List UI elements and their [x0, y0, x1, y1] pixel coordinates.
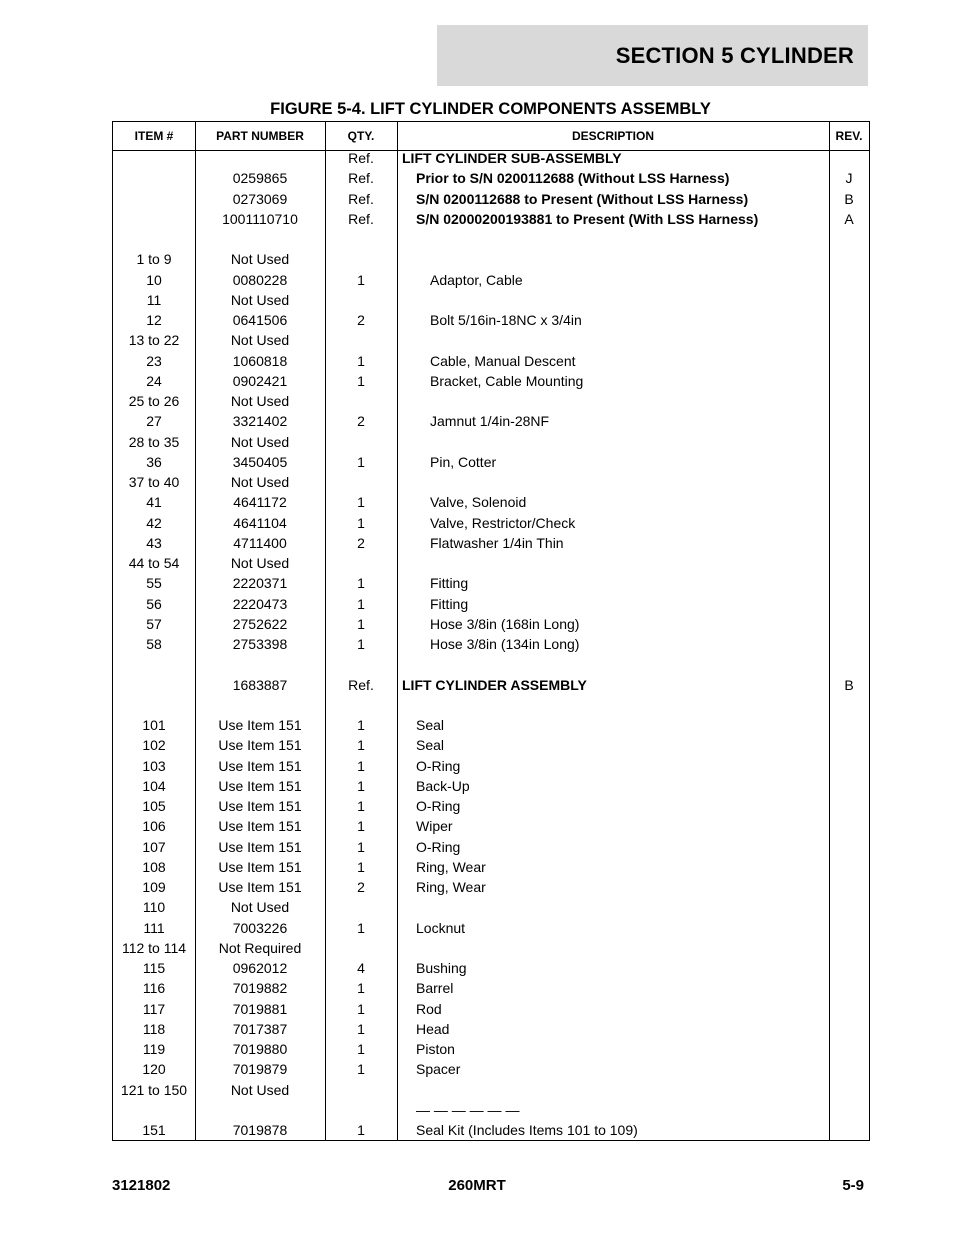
qty-cell: 1 [357, 1122, 365, 1138]
qty-cell: 1 [357, 615, 365, 632]
part-number-cell: Not Used [230, 393, 290, 409]
item-cell: 109 [142, 879, 166, 895]
item-cell: 28 to 35 [128, 433, 180, 450]
table-row [113, 938, 869, 958]
table-row [113, 270, 869, 290]
qty-cell: 1 [357, 818, 365, 835]
part-number-cell: Not Used [230, 433, 290, 450]
table-row [113, 796, 869, 816]
table-row [113, 735, 869, 755]
part-number-cell: 0080228 [232, 271, 288, 288]
description-cell: Wiper [416, 818, 453, 835]
description-cell: Ring, Wear [416, 858, 486, 875]
item-cell: 118 [142, 1020, 166, 1037]
footer-model: 260MRT [448, 1177, 506, 1194]
table-row [113, 918, 869, 938]
item-cell: 55 [146, 575, 162, 592]
description-cell: LIFT CYLINDER ASSEMBLY [402, 676, 587, 693]
table-row [113, 897, 869, 917]
description-cell: O-Ring [416, 757, 461, 774]
item-cell: 44 to 54 [128, 555, 180, 571]
qty-cell: 1 [357, 453, 365, 470]
footer-page-number: 5-9 [842, 1177, 864, 1194]
item-cell: 24 [146, 372, 162, 389]
part-number-cell: 2220371 [232, 575, 288, 592]
qty-cell: 1 [357, 737, 365, 754]
table-row [113, 877, 869, 897]
qty-cell: Ref. [348, 170, 374, 187]
item-cell: 110 [142, 899, 166, 916]
qty-cell: 1 [357, 494, 365, 511]
col-header-qty: QTY. [347, 129, 375, 143]
qty-cell: 2 [357, 413, 365, 430]
table-row [113, 614, 869, 634]
table-row [113, 1019, 869, 1039]
part-number-cell: 0273069 [232, 190, 288, 207]
table-row [113, 634, 869, 654]
part-number-cell: Use Item 151 [218, 798, 302, 814]
item-cell: 13 to 22 [128, 332, 180, 349]
description-cell: Seal [416, 737, 445, 754]
col-header-description: DESCRIPTION [571, 129, 654, 143]
qty-cell: 1 [357, 575, 365, 592]
item-cell: 112 to 114 [121, 939, 187, 956]
description-cell: LIFT CYLINDER SUB-ASSEMBLY [402, 150, 622, 166]
description-cell: Locknut [416, 919, 466, 936]
rev-cell: B [844, 190, 854, 207]
item-cell: 104 [142, 777, 166, 794]
table-row [113, 391, 869, 411]
table-row [113, 776, 869, 796]
qty-cell: 1 [357, 1020, 365, 1037]
table-row [113, 958, 869, 978]
item-cell: 120 [142, 1061, 166, 1078]
part-number-cell: Not Used [230, 251, 290, 268]
item-cell: 37 to 40 [128, 474, 180, 490]
description-cell: Hose 3/8in (134in Long) [430, 636, 580, 652]
item-cell: 1 to 9 [136, 251, 172, 268]
qty-cell: 2 [357, 879, 365, 895]
table-row [113, 1059, 869, 1079]
description-cell: Hose 3/8in (168in Long) [430, 615, 580, 632]
table-row [113, 1100, 869, 1120]
description-cell: Rod [416, 1000, 442, 1017]
part-number-cell: Use Item 151 [218, 818, 302, 835]
item-cell: 105 [142, 798, 166, 814]
part-number-cell: Not Used [230, 899, 290, 916]
table-row [113, 310, 869, 330]
table-row [113, 1039, 869, 1059]
qty-cell: 1 [357, 352, 365, 369]
qty-cell: 1 [357, 717, 365, 733]
part-number-cell: Not Used [230, 474, 290, 490]
col-header-part-number: PART NUMBER [216, 129, 304, 143]
qty-cell: Ref. [348, 210, 374, 227]
item-cell: 115 [142, 960, 166, 976]
table-row [113, 573, 869, 593]
part-number-cell: Use Item 151 [218, 879, 302, 895]
table-row [113, 209, 869, 229]
description-cell: Seal [416, 717, 445, 733]
part-number-cell: Use Item 151 [218, 838, 302, 855]
item-cell: 106 [142, 818, 166, 835]
item-cell: 107 [142, 838, 166, 855]
description-cell: O-Ring [416, 798, 461, 814]
description-cell: Bushing [416, 960, 467, 976]
qty-cell: 4 [357, 960, 365, 976]
qty-cell: 1 [357, 858, 365, 875]
item-cell: 12 [146, 312, 162, 328]
qty-cell: 1 [357, 919, 365, 936]
description-cell: Pin, Cotter [430, 453, 497, 470]
item-cell: 56 [146, 595, 162, 612]
qty-cell: 1 [357, 1041, 365, 1057]
part-number-cell: 3450405 [232, 453, 288, 470]
footer-doc-number: 3121802 [112, 1177, 171, 1194]
item-cell: 57 [146, 615, 162, 632]
item-cell: 36 [146, 453, 162, 470]
qty-cell: 1 [357, 798, 365, 814]
description-cell: Bolt 5/16in-18NC x 3/4in [430, 312, 582, 328]
qty-cell: Ref. [348, 190, 374, 207]
part-number-cell: 7019880 [232, 1041, 288, 1057]
part-number-cell: Not Required [218, 939, 302, 956]
item-cell: 101 [142, 717, 166, 733]
qty-cell: 1 [357, 636, 365, 652]
item-cell: 41 [146, 494, 162, 511]
qty-cell: 1 [357, 777, 365, 794]
part-number-cell: 0641506 [232, 312, 288, 328]
description-cell: Flatwasher 1/4in Thin [430, 534, 564, 551]
item-cell: 111 [143, 919, 165, 936]
part-number-cell: 1683887 [232, 676, 288, 693]
part-number-cell: 4641104 [233, 514, 287, 531]
qty-cell: 1 [357, 1000, 365, 1017]
parts-table [112, 121, 870, 1141]
table-row [113, 290, 869, 310]
part-number-cell: 2220473 [232, 595, 288, 612]
part-number-cell: Not Used [230, 555, 290, 571]
description-cell: Barrel [416, 980, 454, 997]
part-number-cell: Use Item 151 [218, 777, 302, 794]
item-cell: 151 [142, 1122, 166, 1138]
table-row [113, 1120, 869, 1140]
part-number-cell: 0902421 [232, 372, 288, 389]
qty-cell: Ref. [348, 150, 374, 166]
part-number-cell: 2752622 [232, 615, 288, 632]
table-row [113, 189, 869, 209]
item-cell: 108 [142, 858, 166, 875]
table-row [113, 594, 869, 614]
description-cell: Ring, Wear [416, 879, 486, 895]
table-row [113, 168, 869, 188]
table-row [113, 857, 869, 877]
description-cell: Adaptor, Cable [430, 271, 523, 288]
description-cell: Jamnut 1/4in-28NF [430, 413, 550, 430]
description-cell: S/N 0200112688 to Present (Without LSS Harness) [416, 190, 749, 207]
rev-cell: J [845, 170, 853, 187]
item-cell: 119 [142, 1041, 166, 1057]
item-cell: 43 [146, 534, 162, 551]
col-header-rev: REV. [835, 129, 863, 143]
item-cell: 116 [142, 980, 166, 997]
part-number-cell: 7019881 [232, 1000, 288, 1017]
part-number-cell: Not Used [230, 1081, 290, 1098]
section-title: SECTION 5 CYLINDER [615, 42, 854, 68]
description-cell: Prior to S/N 0200112688 (Without LSS Harness) [416, 170, 730, 187]
item-cell: 27 [146, 413, 162, 430]
qty-cell: 1 [357, 372, 365, 389]
section-header [437, 25, 868, 86]
table-row [113, 1080, 869, 1100]
item-cell: 23 [146, 352, 162, 369]
item-cell: 103 [142, 757, 166, 774]
part-number-cell: 1001110710 [222, 210, 298, 227]
qty-cell: 1 [357, 271, 365, 288]
table-row [113, 148, 869, 168]
description-cell: Piston [416, 1041, 455, 1057]
qty-cell: 2 [357, 534, 365, 551]
part-number-cell: Use Item 151 [218, 757, 302, 774]
part-number-cell: Not Used [230, 291, 290, 308]
qty-cell: 1 [357, 595, 365, 612]
part-number-cell: Not Used [230, 332, 290, 349]
table-row [113, 533, 869, 553]
table-row [113, 978, 869, 998]
description-cell: — — — — — — [416, 1101, 520, 1118]
description-cell: Cable, Manual Descent [430, 352, 576, 369]
qty-cell: 1 [357, 757, 365, 774]
description-cell: Spacer [416, 1061, 461, 1078]
table-row [113, 837, 869, 857]
figure-title: FIGURE 5-4. LIFT CYLINDER COMPONENTS ASSEMBLY [270, 100, 711, 118]
item-cell: 117 [142, 1000, 166, 1017]
table-row [113, 249, 869, 269]
col-header-item: ITEM # [134, 129, 174, 143]
table-row [113, 371, 869, 391]
qty-cell: 1 [357, 1061, 365, 1078]
qty-cell: 1 [357, 514, 365, 531]
description-cell: O-Ring [416, 838, 461, 855]
item-cell: 102 [142, 737, 166, 754]
part-number-cell: 3321402 [232, 413, 288, 430]
item-cell: 11 [146, 291, 162, 308]
table-row [113, 816, 869, 836]
table-row [113, 472, 869, 492]
description-cell: S/N 02000200193881 to Present (With LSS Harness) [416, 210, 759, 227]
part-number-cell: 1060818 [232, 352, 288, 369]
part-number-cell: 7019878 [232, 1122, 288, 1138]
description-cell: Bracket, Cable Mounting [430, 372, 584, 389]
item-cell: 25 to 26 [128, 393, 180, 409]
part-number-cell: 7019882 [232, 980, 288, 997]
description-cell: Fitting [430, 595, 469, 612]
table-row [113, 411, 869, 431]
item-cell: 58 [146, 636, 162, 652]
table-row [113, 999, 869, 1019]
qty-cell: Ref. [348, 676, 374, 693]
part-number-cell: 4641172 [233, 494, 287, 511]
part-number-cell: 4711400 [233, 534, 287, 551]
description-cell: Valve, Solenoid [430, 494, 527, 511]
part-number-cell: 7019879 [232, 1061, 288, 1078]
table-row [113, 432, 869, 452]
part-number-cell: Use Item 151 [218, 737, 302, 754]
part-number-cell: Use Item 151 [218, 717, 302, 733]
part-number-cell: 7017387 [232, 1020, 288, 1037]
item-cell: 10 [146, 271, 162, 288]
part-number-cell: 2753398 [232, 636, 288, 652]
part-number-cell: Use Item 151 [218, 858, 302, 875]
part-number-cell: 0259865 [232, 170, 288, 187]
part-number-cell: 0962012 [232, 960, 288, 976]
description-cell: Back-Up [416, 777, 470, 794]
table-row [113, 330, 869, 350]
qty-cell: 2 [357, 312, 365, 328]
item-cell: 121 to 150 [120, 1081, 188, 1098]
part-number-cell: 7003226 [232, 919, 288, 936]
qty-cell: 1 [357, 980, 365, 997]
table-row [113, 492, 869, 512]
table-row [113, 675, 869, 695]
table-row [113, 553, 869, 573]
description-cell: Head [416, 1020, 450, 1037]
qty-cell: 1 [357, 838, 365, 855]
rev-cell: B [844, 676, 854, 693]
description-cell: Seal Kit (Includes Items 101 to 109) [416, 1122, 638, 1138]
description-cell: Fitting [430, 575, 469, 592]
description-cell: Valve, Restrictor/Check [430, 514, 576, 531]
table-row [113, 452, 869, 472]
table-row [113, 351, 869, 371]
rev-cell: A [844, 210, 854, 227]
item-cell: 42 [146, 514, 162, 531]
table-row [113, 756, 869, 776]
table-row [113, 715, 869, 735]
table-row [113, 513, 869, 533]
